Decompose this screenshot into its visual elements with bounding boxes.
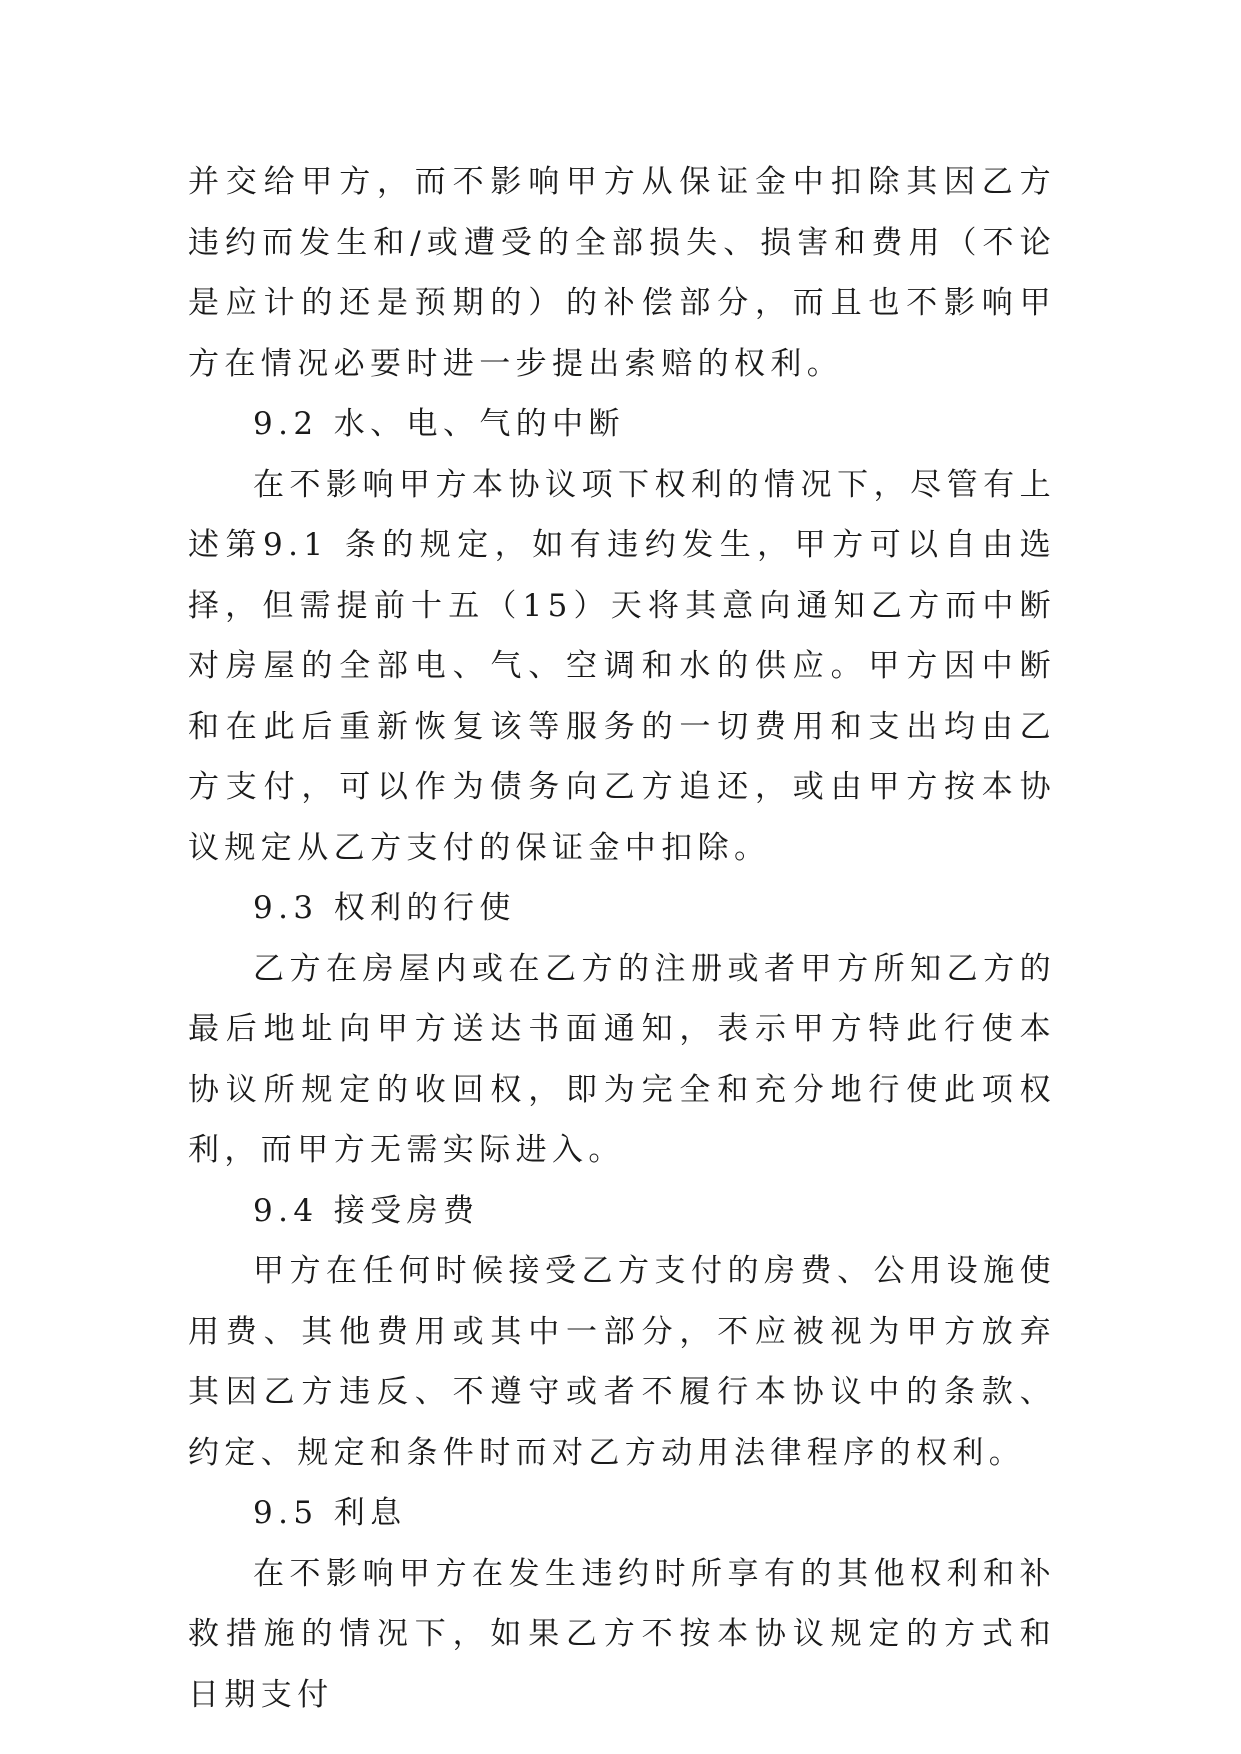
section-heading-9-4: 9.4 接受房费 <box>253 1192 480 1229</box>
document-body <box>188 152 1056 1725</box>
paragraph-acceptance-of-fees: 甲方在任何时候接受乙方支付的房费、公用设施使用费、其他费用或其中一部分，不应被视为甲方放弃其因乙方违反、不遵守或者不履行本协议中的条款、约定、规定和条件时而对乙方动用法律程序的权利。 <box>188 1253 1056 1471</box>
paragraph-exercise-of-rights: 乙方在房屋内或在乙方的注册或者甲方所知乙方的最后地址向甲方送达书面通知，表示甲方特此行使本协议所规定的收回权，即为完全和充分地行使此项权利，而甲方无需实际进入。 <box>188 950 1056 1168</box>
section-heading-9-5: 9.5 利息 <box>253 1495 407 1531</box>
section-heading-9-2: 9.2 水、电、气的中断 <box>253 406 625 442</box>
paragraph-compensation-continued: 并交给甲方，而不影响甲方从保证金中扣除其因乙方违约而发生和/或遭受的全部损失、损害和费用（不论是应计的还是预期的）的补偿部分，而且也不影响甲方在情况必要时进一步提出索赔的权利。 <box>188 164 1056 382</box>
paragraph-utility-interruption: 在不影响甲方本协议项下权利的情况下，尽管有上述第9.1 条的规定，如有违约发生，甲方可以自由选择，但需提前十五（15）天将其意向通知乙方而中断对房屋的全部电、气、空调和水的供应。甲方因中断和在此后重新恢复该等服务的一切费用和支出均由乙方支付，可以作为债务向乙方追还，或由甲方按本协议规定从乙方支付的保证金中扣除。 <box>188 466 1056 866</box>
paragraph-interest: 在不影响甲方在发生违约时所享有的其他权利和补救措施的情况下，如果乙方不按本协议规定的方式和日期支付 <box>188 1555 1056 1713</box>
section-heading-9-3: 9.3 权利的行使 <box>253 890 516 926</box>
